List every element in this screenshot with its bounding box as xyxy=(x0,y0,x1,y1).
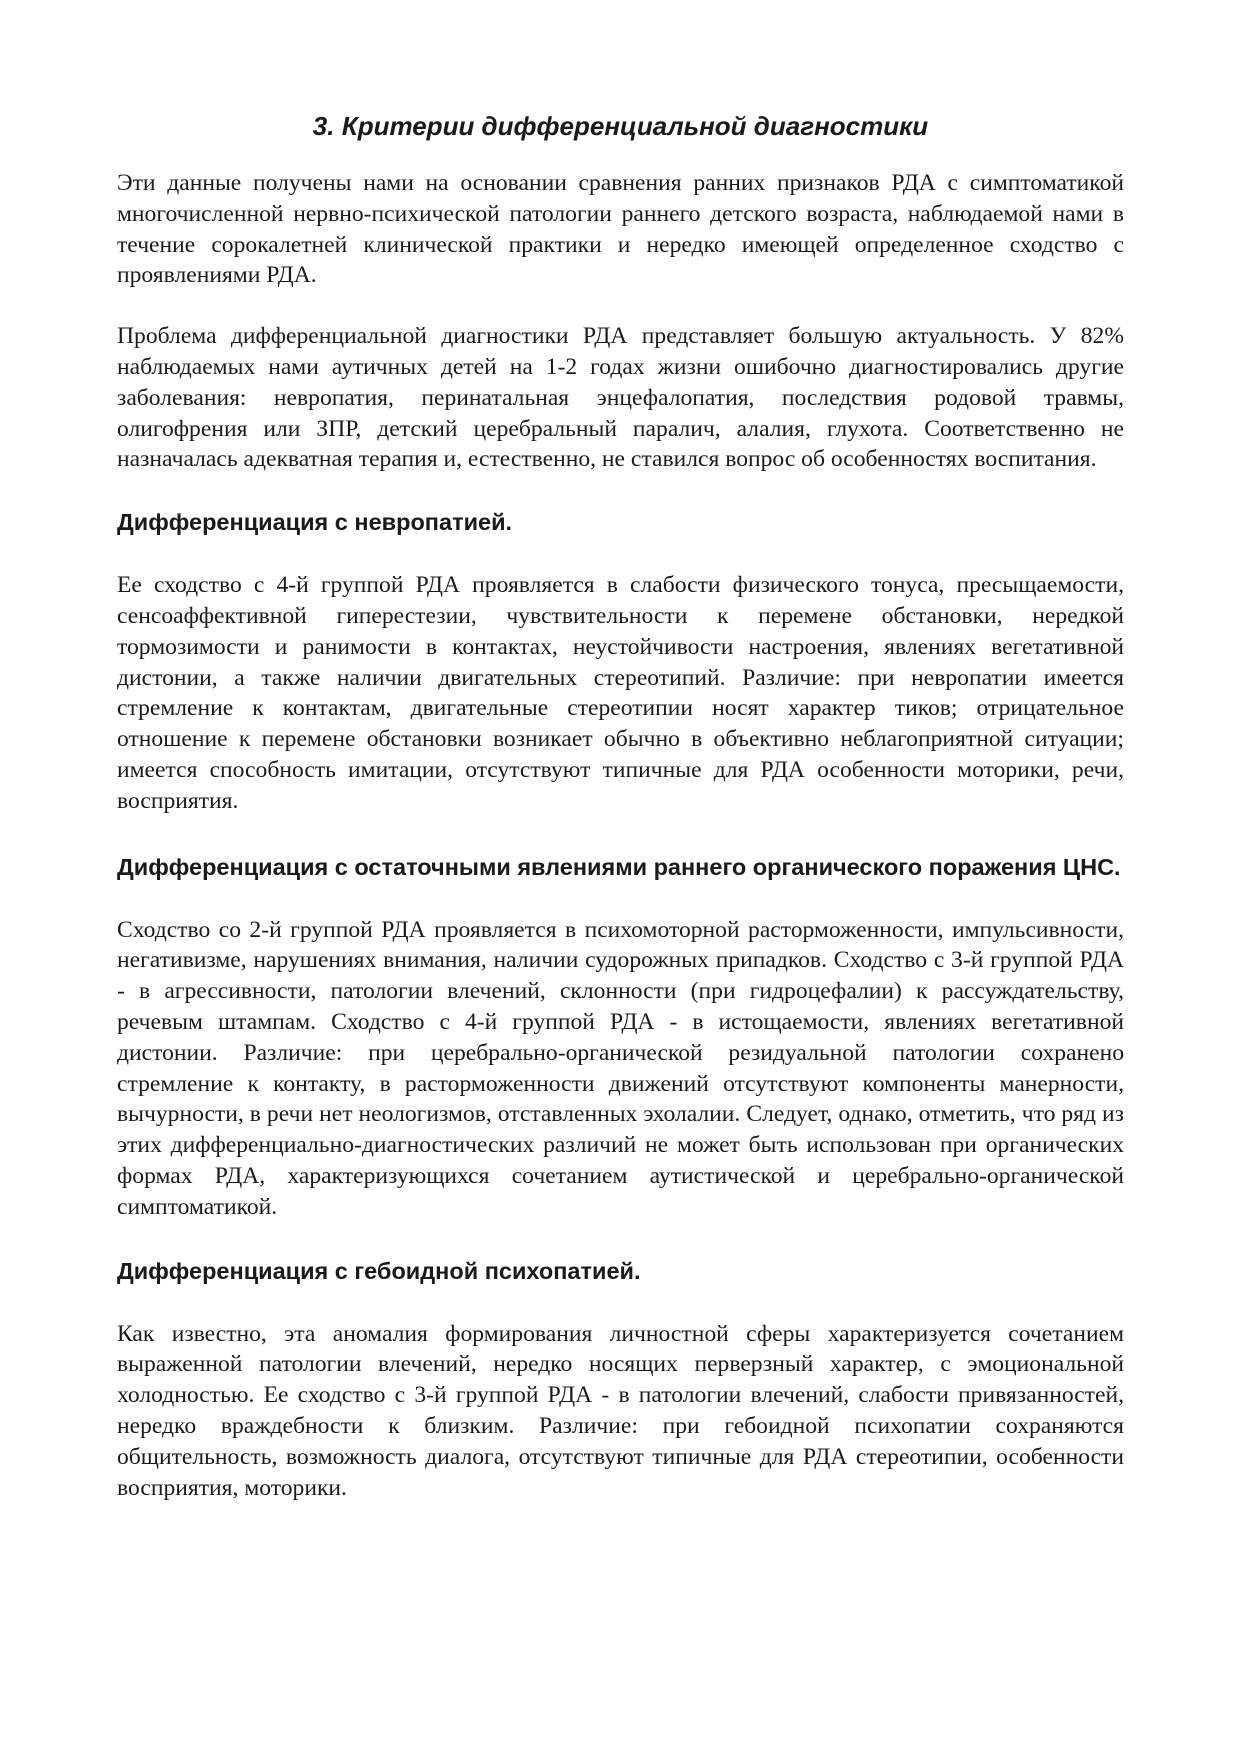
problem-paragraph: Проблема дифференциальной диагностики РДА представляет большую актуальность. У 82% наблюдаемых нами аутичных детей на 1-2 годах жизни ошибочно диагностировались другие заболевания: невропатия, перинатальная энцефалопатия, последствия родовой травмы, олигофрения или ЗПР, детский церебральный паралич, алалия, глухота. Соответственно не назначалась адекватная терапия и, естественно, не ставился вопрос об особенностях воспитания. xyxy=(117,323,1124,473)
section-heading-neuropathy: Дифференциация с невропатией. xyxy=(117,509,513,536)
section-text-neuropathy: Ее сходство с 4-й группой РДА проявляется в слабости физического тонуса, пресыщаемости, сенсоаффективной гиперестезии, чувствительности к перемене обстановки, нередкой тормозимости и ранимости в контактах, неустойчивости настроения, явлениях вегетативной дистонии, а также наличии двигательных стереотипий. Различие: при невропатии имеется стремление к контактам, двигательные стереотипии носят характер тиков; отрицательное отношение к перемене обстановки возникает обычно в объективно неблагоприятной ситуации; имеется способность имитации, отсутствуют типичные для РДА особенности моторики, речи, восприятия. xyxy=(117,572,1124,814)
section-heading-heboid: Дифференциация с гебоидной психопатией. xyxy=(117,1257,641,1284)
intro-paragraph: Эти данные получены нами на основании сравнения ранних признаков РДА с симптоматикой многочисленной нервно-психической патологии раннего детского возраста, наблюдаемой нами в течение сорокалетней клинической практики и нередко имеющей определенное сходство с проявлениями РДА. xyxy=(117,170,1124,289)
section-text-heboid: Как известно, эта аномалия формирования личностной сферы характеризуется сочетанием выраженной патологии влечений, нередко носящих перверзный характер, с эмоциональной холодностью. Ее сходство с 3-й группой РДА - в патологии влечений, слабости привязанностей, нередко враждебности к близким. Различие: при гебоидной психопатии сохраняются общительность, возможность диалога, отсутствуют типичные для РДА стереотипии, особенности восприятия, моторики. xyxy=(117,1320,1124,1501)
page-title: 3. Критерии дифференциальной диагностики xyxy=(312,111,929,141)
section-text-organic: Сходство со 2-й группой РДА проявляется в психомоторной расторможенности, импульсивности, негативизме, нарушениях внимания, наличии судорожных припадков. Сходство с 3-й группой РДА - в агрессивности, патологии влечений, склонности (при гидроцефалии) к рассуждательству, речевым штампам. Сходство с 4-й группой РДА - в истощаемости, явлениях вегетативной дистонии. Различие: при церебрально-органической резидуальной патологии сохранено стремление к контакту, в расторможенности движений отсутствуют компоненты манерности, вычурности, в речи нет неологизмов, отставленных эхолалии. Следует, однако, отметить, что ряд из этих дифференциально-диагностических различий не может быть использован при органических формах РДА, характеризующихся сочетанием аутистической и церебрально-органической симптоматикой. xyxy=(117,916,1124,1220)
section-heading-organic: Дифференциация с остаточными явлениями раннего органического поражения ЦНС. xyxy=(117,853,1121,880)
document-page xyxy=(117,110,1124,1531)
